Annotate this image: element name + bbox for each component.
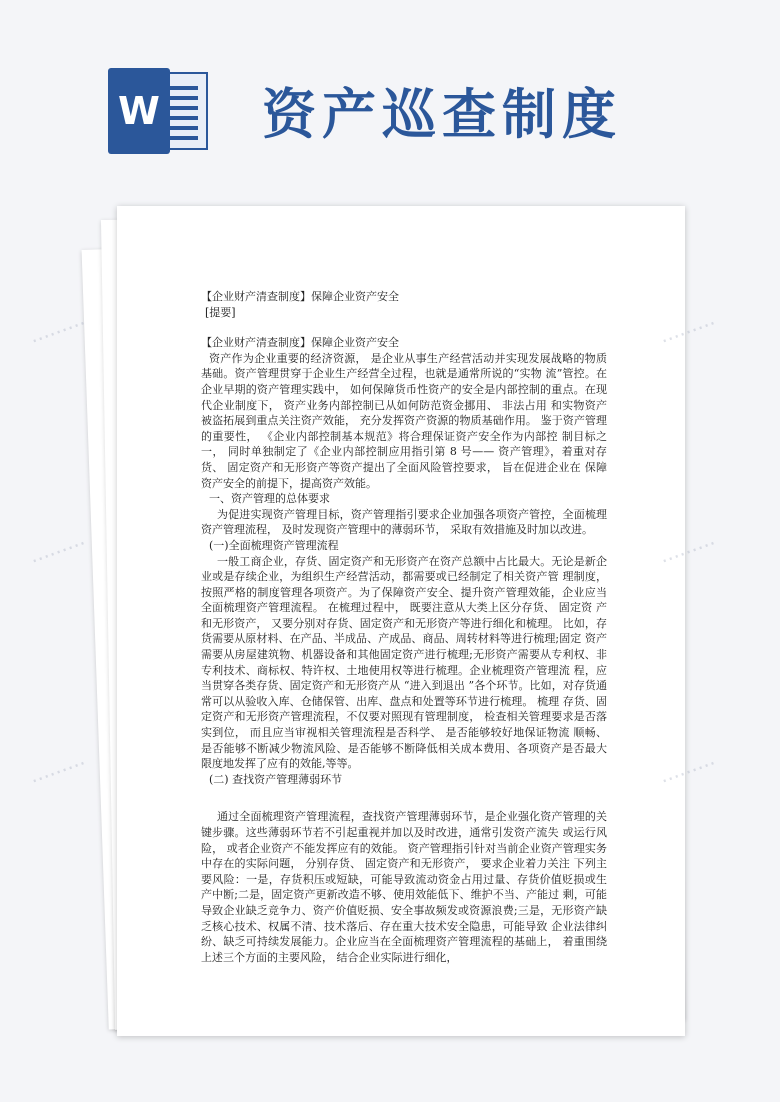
doc-heading: 【企业财产清查制度】保障企业资产安全	[201, 290, 399, 303]
doc-paragraph: 通过全面梳理资产管理流程，查找资产管理薄弱环节，是企业强化资产管理的关键步骤。这些薄弱环节若不引起重视并加以及时改进，通常引发资产流失 或运行风险， 或者企业资产不能发挥应有的效能。 资产管理指引针对当前企业资产管理实务中存在的实际问题， 分别存货、 固定资产和无形资产， 要求企业着力关注 下列主要风险：一是，存货积压或短缺，可能导致流动资金占用过量、存货价值贬损或生产中断;二是，固定资产更新改造不够、使用效能低下、维护不当、产能过 剩，可能导致企业缺乏竞争力、资产价值贬损、安全事故频发或资源浪费;三是，无形资产缺乏核心技术、权属不清、技术落后、存在重大技术安全隐患，可能导致 企业法律纠纷、缺乏可持续发展能力。企业应当在全面梳理资产管理流程的基础上， 着重围绕上述三个方面的主要风险， 结合企业实际进行细化，	[201, 810, 607, 964]
doc-summary-label: [提要]	[205, 305, 236, 319]
page-title: 资产巡查制度	[262, 83, 622, 146]
watermark: ·········	[27, 310, 90, 354]
document-page	[117, 206, 685, 1036]
watermark: ·········	[27, 530, 90, 574]
word-letter: W	[118, 89, 160, 133]
watermark: ·········	[27, 750, 90, 794]
doc-subsection-heading: (二) 查找资产管理薄弱环节	[209, 772, 343, 786]
doc-paragraph: 资产作为企业重要的经济资源， 是企业从事生产经营活动并实现发展战略的物质基础。资产管理贯穿于企业生产经营全过程，也就是通常所说的“实物 流”管控。在企业早期的资产管理实践中， 如何保障货币性资产的安全是内部控制的重点。在现代企业制度下， 资产业务内部控制已从如何防范资金挪用、 非法占用 和实物资产被盗拓展到重点关注资产效能， 充分发挥资产资源的物质基础作用。 鉴于资产管理的重要性， 《企业内部控制基本规范》将合理保证资产安全作为内部控 制目标之一， 同时单独制定了《企业内部控制应用指引第 8 号—— 资产管理》，着重对存货、 固定资产和无形资产等资产提出了全面风险管控要求， 旨在促进企业在 保障资产安全的前提下，提高资产效能。	[201, 351, 607, 490]
doc-subsection-heading: (一)全面梳理资产管理流程	[209, 538, 339, 552]
header-banner	[0, 0, 780, 210]
doc-heading-repeat: 【企业财产清查制度】保障企业资产安全	[201, 336, 399, 350]
word-logo-icon	[108, 68, 208, 154]
doc-paragraph: 一般工商企业，存货、固定资产和无形资产在资产总额中占比最大。无论是新企业或是存续企业，为组织生产经营活动，都需要或已经制定了相关资产管 理制度，按照严格的制度管理各项资产。为了保障资产安全、提升资产管理效能，企业应当全面梳理资产管理流程。 在梳理过程中， 既要注意从大类上区分存货、 固定资 产和无形资产， 又要分别对存货、固定资产和无形资产等进行细化和梳理。 比如，存货需要从原材料、在产品、半成品、产成品、商品、周转材料等进行梳理;固定 资产需要从房屋建筑物、机器设备和其他固定资产进行梳理;无形资产需要从专利权、非专利技术、商标权、特许权、土地使用权等进行梳理。企业梳理资产管理流 程，应当贯穿各类存货、固定资产和无形资产从 “进入到退出 ”各个环节。比如，对存货通常可以从验收入库、仓储保管、出库、盘点和处置等环节进行梳理。 梳理 存货、固定资产和无形资产管理流程，不仅要对照现有管理制度， 检查相关管理要求是否落实到位， 而且应当审视相关管理流程是否科学、 是否能够较好地保证物流 顺畅、是否能够不断减少物流风险、是否能够不断降低相关成本费用、各项资产是否最大限度地发挥了应有的效能,等等。	[201, 554, 607, 771]
document-body	[201, 289, 607, 965]
watermark: ·········	[657, 750, 720, 794]
doc-paragraph: 为促进实现资产管理目标，资产管理指引要求企业加强各项资产管控，全面梳理资产管理流程， 及时发现资产管理中的薄弱环节， 采取有效措施及时加以改进。	[201, 507, 607, 537]
watermark: ·········	[657, 530, 720, 574]
doc-section-heading: 一、资产管理的总体要求	[209, 492, 330, 506]
watermark: ·········	[657, 310, 720, 354]
